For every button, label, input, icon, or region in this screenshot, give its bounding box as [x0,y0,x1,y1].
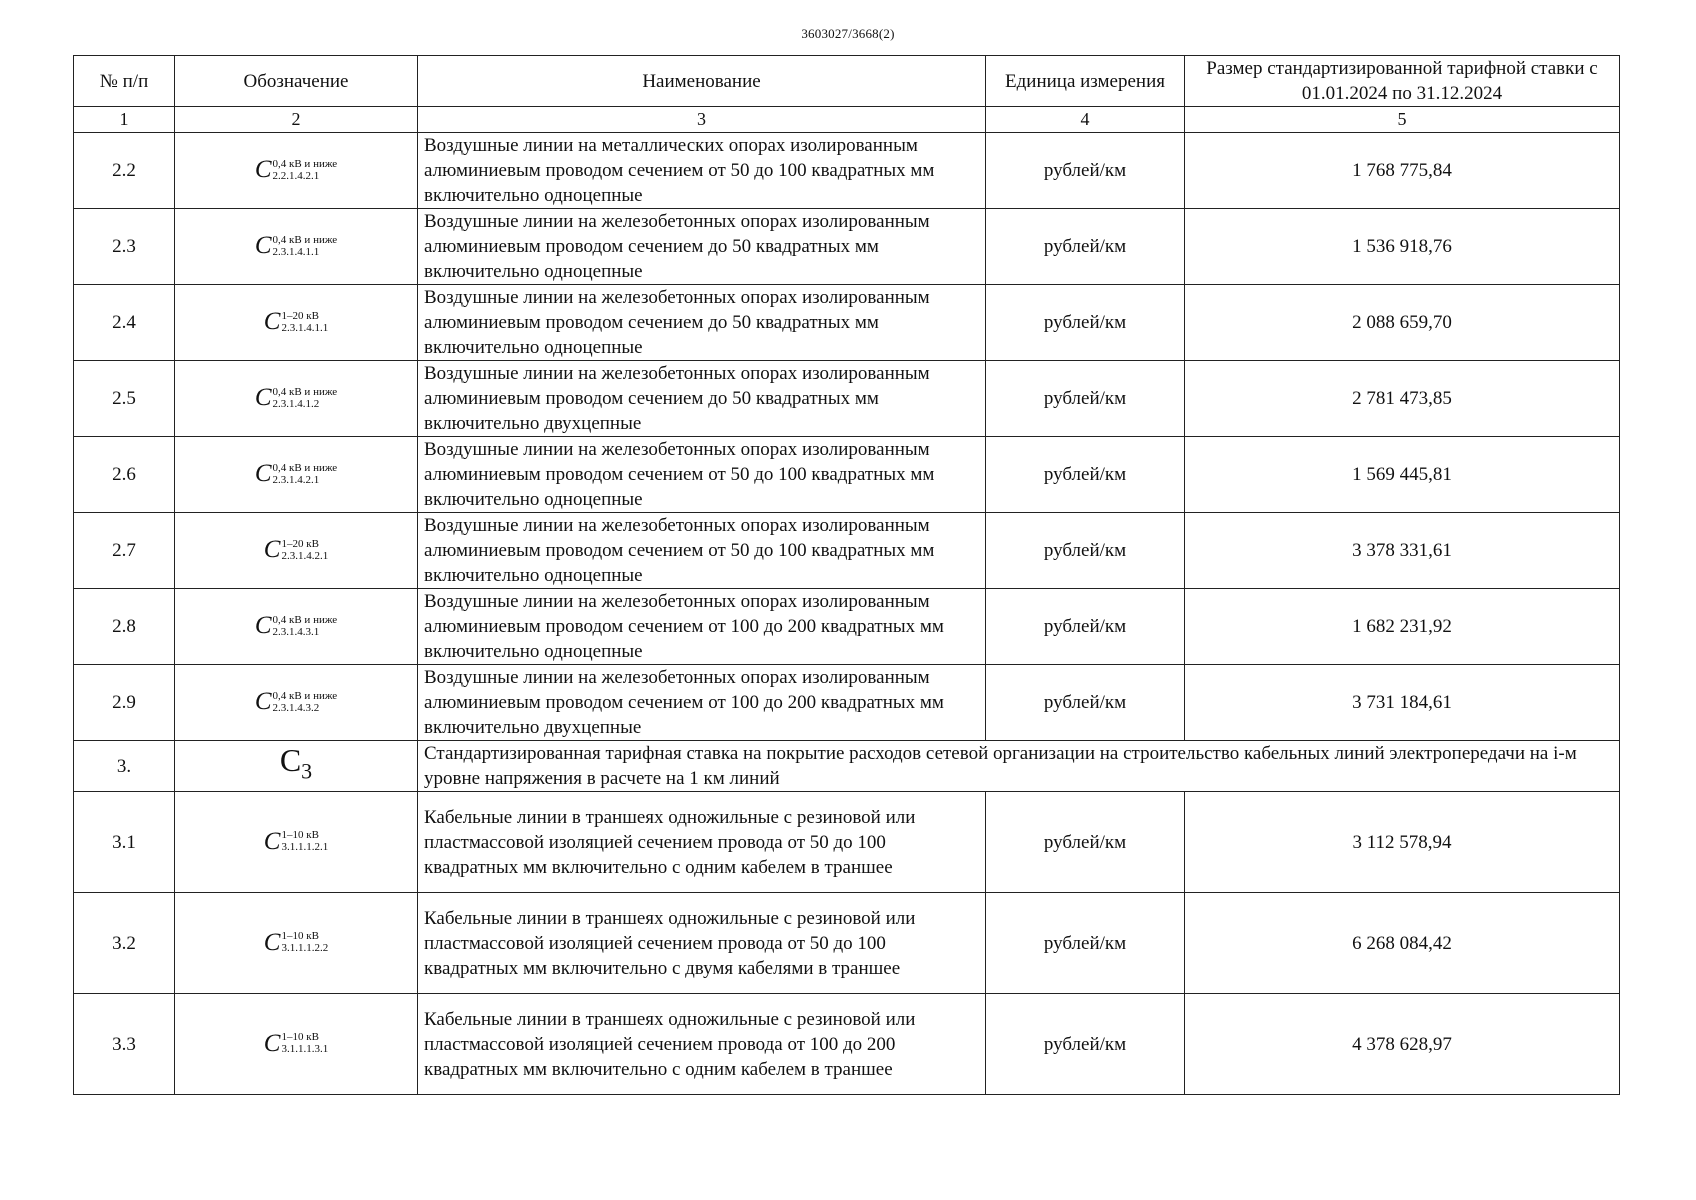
header-rate: Размер стандартизированной тарифной ставки с 01.01.2024 по 31.12.2024 [1185,56,1620,107]
rate-symbol: C [263,827,281,855]
column-number: 3 [418,107,986,133]
rate-designation [175,665,418,741]
row-unit: рублей/км [986,665,1185,741]
voltage-superscript: 1–10 кВ [281,1031,319,1043]
row-name: Кабельные линии в траншеях одножильные с резиновой или пластмассовой изоляцией сечением провода от 50 до 100 квадратных мм включительно с одним кабелем в траншее [418,792,986,893]
section-description: Стандартизированная тарифная ставка на покрытие расходов сетевой организации на строительство кабельных линий электропередачи на i-м уровне напряжения в расчете на 1 км линий [418,741,1620,792]
row-value: 1 536 918,76 [1185,209,1620,285]
row-number: 3.1 [74,792,175,893]
tariff-table [73,55,1620,1095]
row-unit: рублей/км [986,133,1185,209]
code-subscript: 3.1.1.1.2.1 [281,841,329,853]
row-number: 2.7 [74,513,175,589]
row-value: 6 268 084,42 [1185,893,1620,994]
rate-designation [175,285,418,361]
row-value: 4 378 628,97 [1185,994,1620,1095]
row-name: Воздушные линии на железобетонных опорах изолированным алюминиевым проводом сечением от 50 до 100 квадратных мм включительно одноцепные [418,437,986,513]
voltage-superscript: 1–10 кВ [281,829,319,841]
rate-symbol: C [254,688,272,715]
rate-designation [175,437,418,513]
voltage-superscript: 0,4 кВ и ниже [272,157,338,170]
section-subscript: 3 [301,758,313,784]
row-number: 2.3 [74,209,175,285]
voltage-superscript: 0,4 кВ и ниже [272,461,338,474]
row-unit: рублей/км [986,285,1185,361]
row-value: 2 781 473,85 [1185,361,1620,437]
row-number: 3.3 [74,994,175,1095]
code-subscript: 2.3.1.4.2.1 [272,473,320,486]
section-number: 3. [74,741,175,792]
code-subscript: 2.2.1.4.2.1 [272,169,320,182]
rate-symbol: C [254,612,272,639]
column-numbers-row [74,107,1620,133]
row-unit: рублей/км [986,209,1185,285]
row-number: 2.4 [74,285,175,361]
row-unit: рублей/км [986,361,1185,437]
row-unit: рублей/км [986,589,1185,665]
document-number: 3603027/3668(2) [801,26,895,41]
table-row [74,792,1620,893]
rate-symbol: C [254,384,272,411]
rate-symbol: C [263,1029,281,1057]
voltage-superscript: 1–20 кВ [281,309,319,322]
row-number: 2.5 [74,361,175,437]
row-number: 2.6 [74,437,175,513]
section-row [74,741,1620,792]
row-value: 1 682 231,92 [1185,589,1620,665]
code-subscript: 2.3.1.4.2.1 [281,549,329,562]
row-unit: рублей/км [986,893,1185,994]
voltage-superscript: 0,4 кВ и ниже [272,689,338,702]
header-name: Наименование [418,56,986,107]
code-subscript: 3.1.1.1.2.2 [281,942,329,954]
rate-designation [175,361,418,437]
code-subscript: 2.3.1.4.1.2 [272,397,320,410]
row-name: Воздушные линии на железобетонных опорах изолированным алюминиевым проводом сечением от 100 до 200 квадратных мм включительно одноцепные [418,589,986,665]
header-num: № п/п [74,56,175,107]
row-name: Воздушные линии на железобетонных опорах изолированным алюминиевым проводом сечением от 50 до 100 квадратных мм включительно одноцепные [418,513,986,589]
table-row [74,665,1620,741]
row-name: Воздушные линии на железобетонных опорах изолированным алюминиевым проводом сечением до 50 квадратных мм включительно двухцепные [418,361,986,437]
rate-designation [175,209,418,285]
rate-designation [175,133,418,209]
table-row [74,361,1620,437]
table-row [74,285,1620,361]
rate-symbol: C [254,156,272,183]
row-number: 2.9 [74,665,175,741]
rate-designation [175,792,418,893]
rate-designation [175,994,418,1095]
row-number: 3.2 [74,893,175,994]
table-row [74,893,1620,994]
header-unit: Единица измерения [986,56,1185,107]
rate-symbol: C [263,308,281,335]
code-subscript: 2.3.1.4.1.1 [272,245,320,258]
rate-designation [175,589,418,665]
row-value: 3 731 184,61 [1185,665,1620,741]
rate-designation [175,893,418,994]
row-name: Воздушные линии на металлических опорах изолированным алюминиевым проводом сечением от 50 до 100 квадратных мм включительно одноцепные [418,133,986,209]
voltage-superscript: 0,4 кВ и ниже [272,385,338,398]
voltage-superscript: 0,4 кВ и ниже [272,613,338,626]
row-unit: рублей/км [986,994,1185,1095]
row-unit: рублей/км [986,513,1185,589]
table-row [74,994,1620,1095]
rate-designation [175,513,418,589]
table-row [74,513,1620,589]
section-symbol: C [279,742,302,779]
rate-symbol: C [254,460,272,487]
row-value: 3 112 578,94 [1185,792,1620,893]
code-subscript: 2.3.1.4.3.1 [272,625,320,638]
row-value: 1 569 445,81 [1185,437,1620,513]
row-name: Кабельные линии в траншеях одножильные с резиновой или пластмассовой изоляцией сечением провода от 50 до 100 квадратных мм включительно с двумя кабелями в траншее [418,893,986,994]
rate-symbol: C [263,536,281,563]
row-name: Воздушные линии на железобетонных опорах изолированным алюминиевым проводом сечением от 100 до 200 квадратных мм включительно двухцепные [418,665,986,741]
voltage-superscript: 1–10 кВ [281,930,319,942]
rate-symbol: C [254,232,272,259]
row-number: 2.8 [74,589,175,665]
column-number: 4 [986,107,1185,133]
row-value: 2 088 659,70 [1185,285,1620,361]
code-subscript: 2.3.1.4.1.1 [281,321,329,334]
table-row [74,437,1620,513]
section-designation [175,741,418,792]
code-subscript: 3.1.1.1.3.1 [281,1043,329,1055]
row-number: 2.2 [74,133,175,209]
row-unit: рублей/км [986,437,1185,513]
column-number: 5 [1185,107,1620,133]
row-unit: рублей/км [986,792,1185,893]
column-number: 2 [175,107,418,133]
voltage-superscript: 0,4 кВ и ниже [272,233,338,246]
table-row [74,589,1620,665]
column-number: 1 [74,107,175,133]
table-row [74,133,1620,209]
row-value: 3 378 331,61 [1185,513,1620,589]
table-row [74,209,1620,285]
rate-symbol: C [263,928,281,956]
row-name: Воздушные линии на железобетонных опорах изолированным алюминиевым проводом сечением до 50 квадратных мм включительно одноцепные [418,209,986,285]
row-name: Воздушные линии на железобетонных опорах изолированным алюминиевым проводом сечением до 50 квадратных мм включительно одноцепные [418,285,986,361]
table-header-row [74,56,1620,107]
code-subscript: 2.3.1.4.3.2 [272,701,320,714]
header-designation: Обозначение [175,56,418,107]
row-name: Кабельные линии в траншеях одножильные с резиновой или пластмассовой изоляцией сечением провода от 100 до 200 квадратных мм включительно с одним кабелем в траншее [418,994,986,1095]
row-value: 1 768 775,84 [1185,133,1620,209]
voltage-superscript: 1–20 кВ [281,537,319,550]
